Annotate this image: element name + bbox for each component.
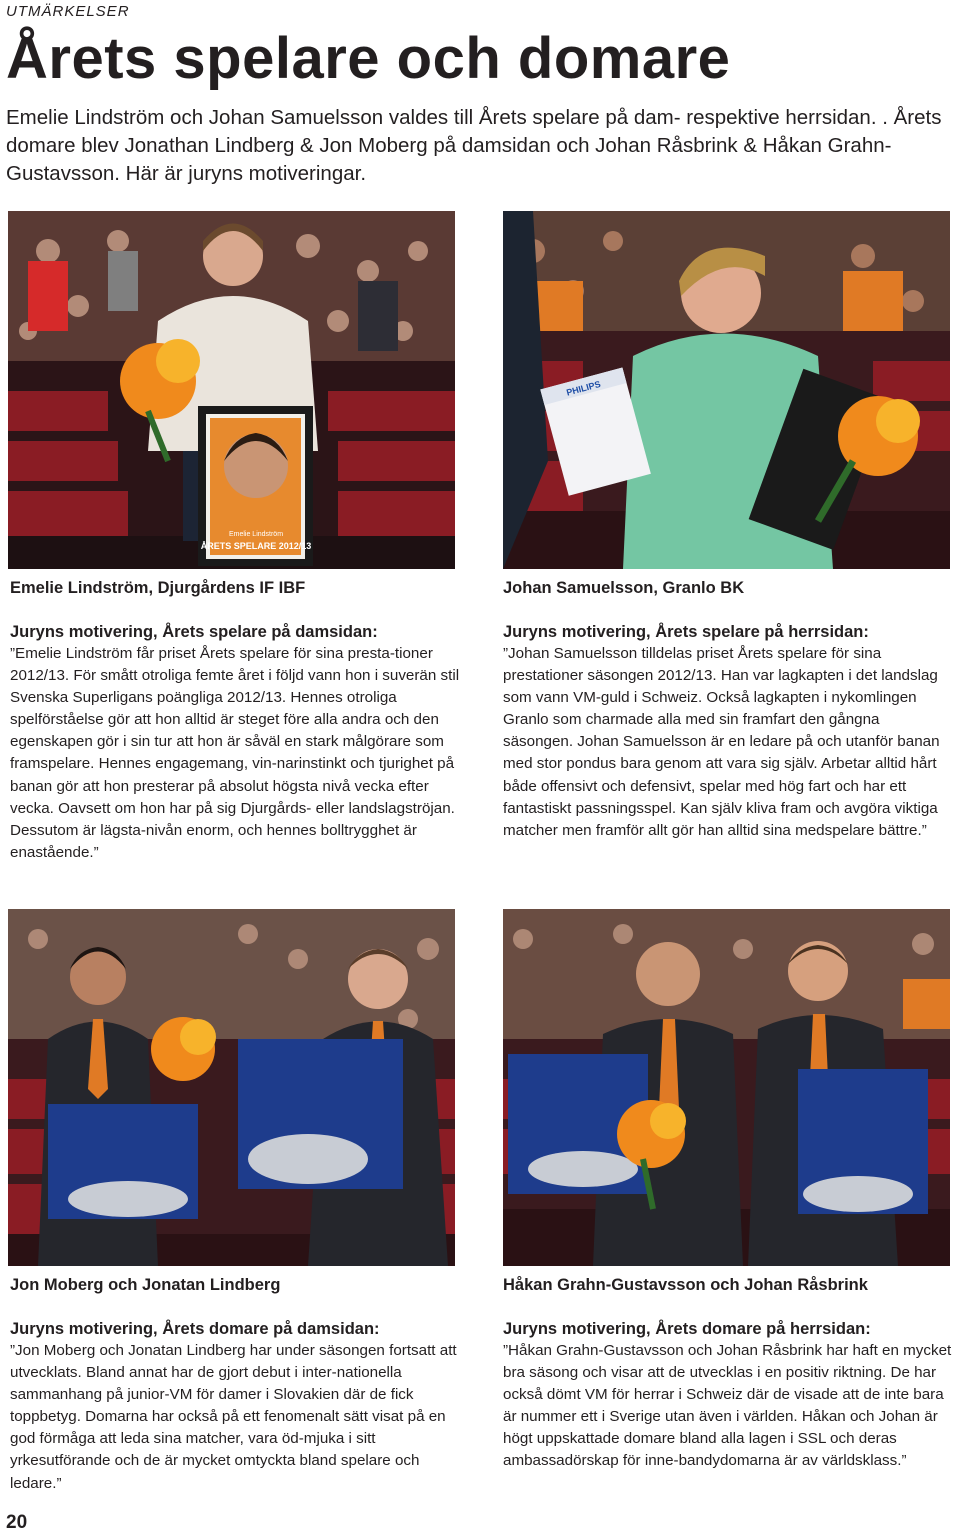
photo-emelie-lindstrom: [8, 211, 455, 569]
motivation-title: Juryns motivering, Årets spelare på herrsidan:: [503, 623, 869, 641]
section-label: UTMÄRKELSER: [6, 3, 130, 20]
motivation-title: Juryns motivering, Årets domare på damsidan:: [10, 1320, 380, 1338]
referee-names: Håkan Grahn-Gustavsson och Johan Råsbrink: [503, 1276, 868, 1294]
photo-johan-samuelsson: [503, 211, 950, 569]
page-title: Årets spelare och domare: [6, 26, 731, 91]
poster-name: Emelie Lindström: [228, 531, 284, 538]
page-number: 20: [6, 1512, 28, 1533]
article-moberg-lindberg: [10, 1274, 460, 1495]
motivation-text: ”Johan Samuelsson tilldelas priset Årets spelare för sina prestationer säsongen 2012/13. Han var lagkapten i det landslag som vann VM-guld i Schweiz. Också lagkapten i nykomlingen Granlo som charmade alla med sin framfart den gångna säsongen. Johan Samuelsson är en ledare på och utanför banan med stor pondus bara genom att vara sig själv. Arbetar alltid hårt både offensivt och defensivt, spelar med hög fart och har ett fantastiskt passningsspel. Kan själv kliva fram och avgöra viktiga matcher men framför allt gör han alltid sina medspelare bättre.”: [503, 645, 940, 839]
article-grahn-gustavsson-rasbrink: [503, 1274, 953, 1473]
poster-caption: ÅRETS SPELARE 2012/13: [200, 541, 312, 551]
player-name: Johan Samuelsson, Granlo BK: [503, 579, 745, 597]
motivation-text: ”Emelie Lindström får priset Årets spelare för sina presta-tioner 2012/13. För smått otroliga femte året i följd vann hon i suverän stil Svenska Superligans poängliga 2012/13. Hennes otroliga spelförståelse gör att hon alltid är steget före alla andra och den egenskapen gör i sin tur att hon är såväl en stark målgörare som framspelare. Hennes engagemang, vin-narinstinkt och tjurighet på banan gör att hon presterar på absolut högsta nivå vecka efter vecka. Oavsett om hon har på sig Djurgårds- eller landslagströjan. Dessutom är lägsta-nivån enorm, och hennes bolltrygghet är enastående.”: [10, 645, 460, 861]
player-name: Emelie Lindström, Djurgårdens IF IBF: [10, 579, 306, 597]
box-label: PHILIPS: [565, 378, 602, 398]
referee-names: Jon Moberg och Jonatan Lindberg: [10, 1276, 281, 1294]
article-emelie-lindstrom: [10, 577, 460, 864]
motivation-title: Juryns motivering, Årets spelare på damsidan:: [10, 623, 378, 641]
motivation-text: ”Jon Moberg och Jonatan Lindberg har under säsongen fortsatt att utvecklats. Bland annat har de gjort debut i inter-nationella sammanhang på junior-VM för damer i Slovakien där de fick toppbetyg. Domarna har också på ett fenomenalt sätt visat på en god förmåga att leda sina matcher, vara öd-mjuka i sitt yrkesutförande och de är mycket omtyckta bland spelare och ledare.”: [10, 1342, 457, 1492]
intro-text: Emelie Lindström och Johan Samuelsson valdes till Årets spelare på dam- respektive herrsidan. . Årets domare blev Jonathan Lindberg & Jon Moberg på damsidan och Johan Råsbrink & Håkan Grahn-Gustavsson. Här är juryns motiveringar.: [6, 106, 942, 185]
motivation-title: Juryns motivering, Årets domare på herrsidan:: [503, 1320, 871, 1338]
motivation-text: ”Håkan Grahn-Gustavsson och Johan Råsbrink har haft en mycket bra säsong och visar att de utvecklas i en positiv riktning. De har också dömt VM för herrar i Schweiz där de visade att de inte bara är nummer ett i Sverige utan även i världen. Håkan och Johan är högt uppskattade domare bland alla lagen i SSL och deras ambassadörskap för inne-bandydomarna är av världsklass.”: [503, 1342, 952, 1470]
photo-grahn-gustavsson-rasbrink: [503, 909, 950, 1266]
article-johan-samuelsson: [503, 577, 953, 842]
photo-moberg-lindberg: [8, 909, 455, 1266]
